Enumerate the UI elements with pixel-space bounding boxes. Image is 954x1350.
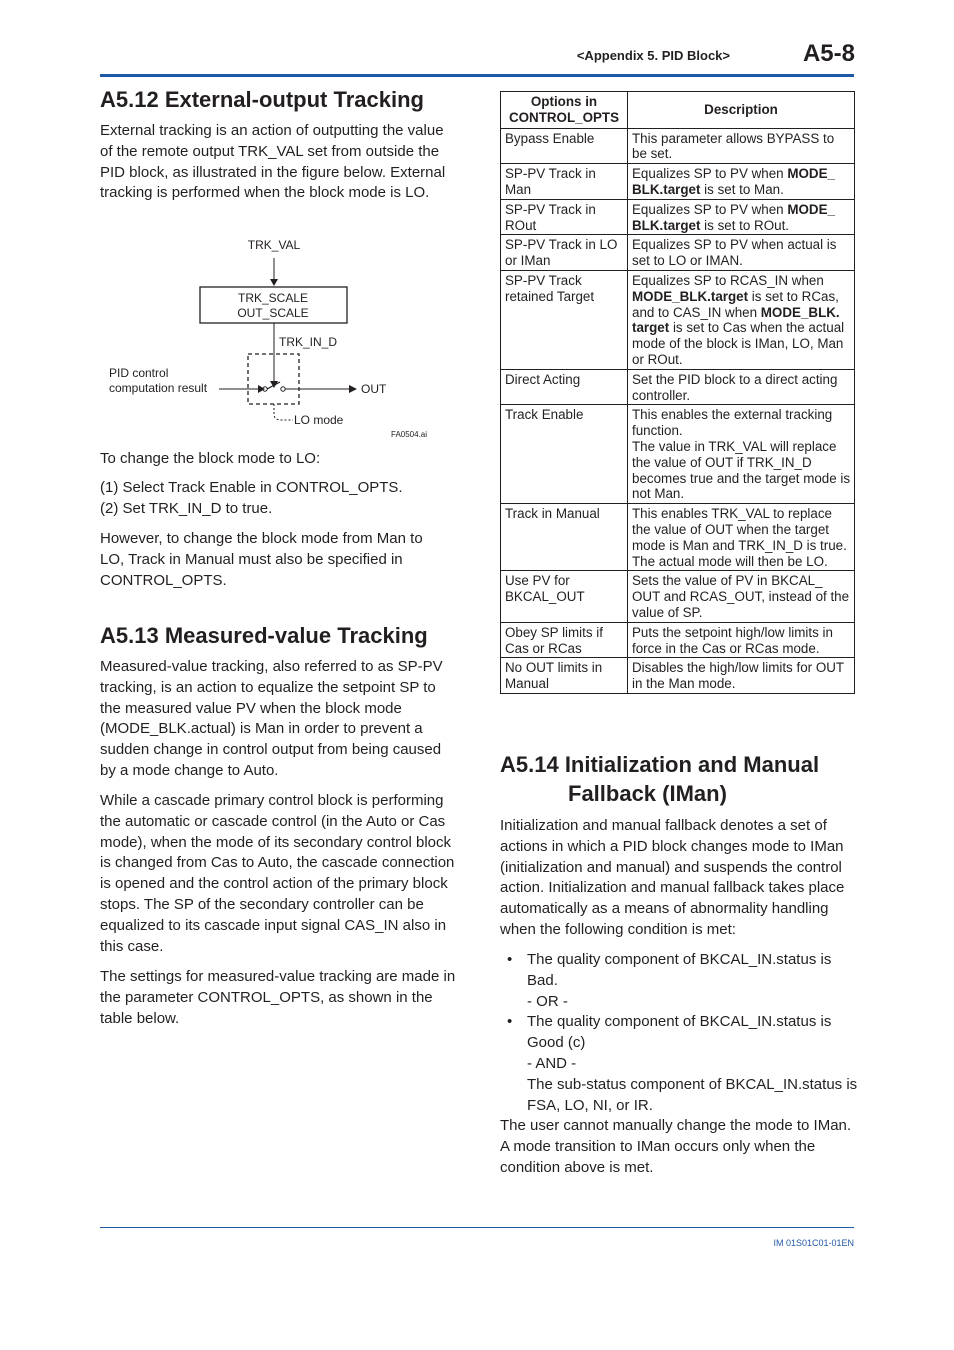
table-row [501, 235, 855, 271]
bullet-text-continued: The sub-status component of BKCAL_IN.status is FSA, LO, NI, or IR. [527, 1075, 858, 1114]
table-row [501, 504, 855, 571]
bullet-and: - AND - [527, 1054, 577, 1072]
desc-text: Equalizes SP to RCAS_IN when [632, 272, 824, 288]
iman-conditions-list [500, 950, 860, 1116]
header-section-label: <Appendix 5. PID Block> [576, 48, 730, 63]
table-cell-option: Use PV for BKCAL_OUT [501, 571, 628, 622]
list-item [500, 1012, 860, 1116]
table-cell-description [628, 270, 855, 369]
table-row [501, 128, 855, 164]
table-cell-description: Equalizes SP to PV when actual is set to LO or IMAN. [628, 235, 855, 271]
control-opts-table [500, 91, 855, 694]
paragraph-measured-value-2: While a cascade primary control block is performing the automatic or cascade control (in the Auto or Cas mode), when the mode of its secondary control block is changed from Cas to Auto, the cascade connection is opened and the control action of the primary block stops. The SP of the secondary controller can be equalized to its cascade input signal CAS_IN also in this case. [100, 792, 455, 955]
desc-text: is set to Cas when the actual mode of the block is IMan, LO, Man or ROut. [632, 320, 845, 367]
desc-line: This enables the external tracking function. [632, 407, 833, 439]
label-trk-scale: TRK_SCALE [237, 291, 309, 305]
table-cell-option: Direct Acting [501, 369, 628, 405]
bullet-icon: • [507, 1013, 513, 1031]
list-item [500, 950, 860, 1012]
desc-line: The value in TRK_VAL will replace the value of OUT if TRK_IN_D becomes true and the target mode is not Man. [632, 438, 851, 502]
paragraph-iman-closing: The user cannot manually change the mode to IMan. A mode transition to IMan occurs only when the condition above is met. [500, 1117, 852, 1176]
table-row [501, 369, 855, 405]
table-cell-description [628, 164, 855, 200]
table-header-options: Options in CONTROL_OPTS [501, 92, 628, 129]
table-cell-option: Track in Manual [501, 504, 628, 571]
paragraph-external-tracking-intro: External tracking is an action of outputting the value of the remote output TRK_VAL set from outside the PID block, as illustrated in the figure below. External tracking is performed when the block mode is LO. [100, 122, 446, 202]
table-cell-option: SP-PV Track in ROut [501, 199, 628, 235]
arrowhead-pid [258, 385, 265, 393]
bullet-icon: • [507, 951, 513, 968]
lo-mode-leader [274, 404, 293, 420]
table-cell-description: Set the PID block to a direct acting controller. [628, 369, 855, 405]
bullet-or: - OR - [527, 992, 568, 1010]
table-cell-description: Puts the setpoint high/low limits in force in the Cas or RCas mode. [628, 622, 855, 658]
bullet-text: The quality component of BKCAL_IN.status is Bad. [527, 951, 832, 989]
label-out: OUT [361, 382, 387, 396]
step-1: (1) Select Track Enable in CONTROL_OPTS. [100, 479, 403, 496]
arrowhead-out [349, 385, 357, 393]
table-cell-option: Obey SP limits if Cas or RCas [501, 622, 628, 658]
label-trk-in-d: TRK_IN_D [279, 335, 338, 349]
desc-text: Equalizes SP to PV when [632, 201, 788, 217]
desc-text: Equalizes SP to PV when [632, 166, 788, 182]
paragraph-to-change: To change the block mode to LO: [100, 450, 321, 467]
label-lo-mode: LO mode [294, 413, 344, 427]
table-cell-option: Bypass Enable [501, 128, 628, 164]
desc-bold: MODE_ BLK.target [632, 201, 835, 233]
table-cell-option: SP-PV Track in Man [501, 164, 628, 200]
section-title-a5-14-line2: Fallback (IMan) [568, 781, 727, 806]
table-cell-option: Track Enable [501, 405, 628, 504]
desc-text: is set to Man. [700, 181, 784, 197]
table-header-row [501, 92, 855, 129]
table-cell-description [628, 199, 855, 235]
table-cell-description: Sets the value of PV in BKCAL_ OUT and RCAS_OUT, instead of the value of SP. [628, 571, 855, 622]
table-header-description: Description [628, 92, 855, 129]
arrowhead-trk-val [270, 279, 278, 286]
table-cell-option: SP-PV Track retained Target [501, 270, 628, 369]
table-cell-option: No OUT limits in Manual [501, 658, 628, 694]
table-row [501, 199, 855, 235]
desc-text: is set to RCas, and to CAS_IN when [632, 288, 839, 320]
label-trk-val: TRK_VAL [247, 238, 301, 252]
table-cell-description [628, 405, 855, 504]
table-cell-option: SP-PV Track in LO or IMan [501, 235, 628, 271]
table-cell-description: This parameter allows BYPASS to be set. [628, 128, 855, 164]
page-number: A5-8 [802, 40, 855, 67]
section-title-a5-13: A5.13 Measured-value Tracking [100, 623, 428, 648]
table-row [501, 405, 855, 504]
figure-id: FA0504.ai [391, 430, 428, 439]
desc-text: is set to ROut. [700, 217, 790, 233]
table-cell-description: This enables TRK_VAL to replace the value of OUT when the target mode is Man and TRK_IN_D is true. The actual mode will then be LO. [628, 504, 855, 571]
paragraph-iman-intro: Initialization and manual fallback denotes a set of actions in which a PID block changes mode to IMan (initialization and manual) and suspends the control action. Initialization and manual fallback takes place automatically as a means of abnormality handling when the following condition is met: [500, 817, 845, 938]
table-row [501, 622, 855, 658]
table-row [501, 270, 855, 369]
external-tracking-diagram [100, 232, 460, 444]
footer-rule [100, 1227, 854, 1228]
step-2: (2) Set TRK_IN_D to true. [100, 500, 273, 517]
bullet-text: The quality component of BKCAL_IN.status is Good (c) [527, 1013, 832, 1052]
label-out-scale: OUT_SCALE [237, 306, 309, 320]
header-rule [100, 74, 854, 77]
paragraph-measured-value-3: The settings for measured-value tracking are made in the parameter CONTROL_OPTS, as shown in the table below. [100, 968, 456, 1027]
label-computation-result: computation result [109, 381, 208, 395]
paragraph-however: However, to change the block mode from Man to LO, Track in Manual must also be specified in CONTROL_OPTS. [100, 530, 423, 589]
label-pid-control: PID control [109, 366, 169, 380]
section-title-a5-14: A5.14 Initialization and Manual [500, 752, 820, 777]
switch-contact-out [281, 387, 285, 391]
table-row [501, 658, 855, 694]
section-title-a5-12: A5.12 External-output Tracking [100, 87, 424, 112]
desc-bold: MODE_BLK. target [632, 304, 840, 336]
table-row [501, 571, 855, 622]
desc-bold: MODE_ BLK.target [632, 166, 835, 197]
paragraph-measured-value-1: Measured-value tracking, also referred to as SP-PV tracking, is an action to equalize the setpoint SP to the measured value PV when the block mode (MODE_BLK.actual) is Man in order to prevent a sudden change in control output from being caused by a mode change to Auto. [100, 658, 443, 779]
footer-doc-id: IM 01S01C01-01EN [773, 1238, 854, 1248]
desc-bold: MODE_BLK.target [632, 288, 749, 304]
table-cell-description: Disables the high/low limits for OUT in the Man mode. [628, 658, 855, 694]
table-row [501, 164, 855, 200]
